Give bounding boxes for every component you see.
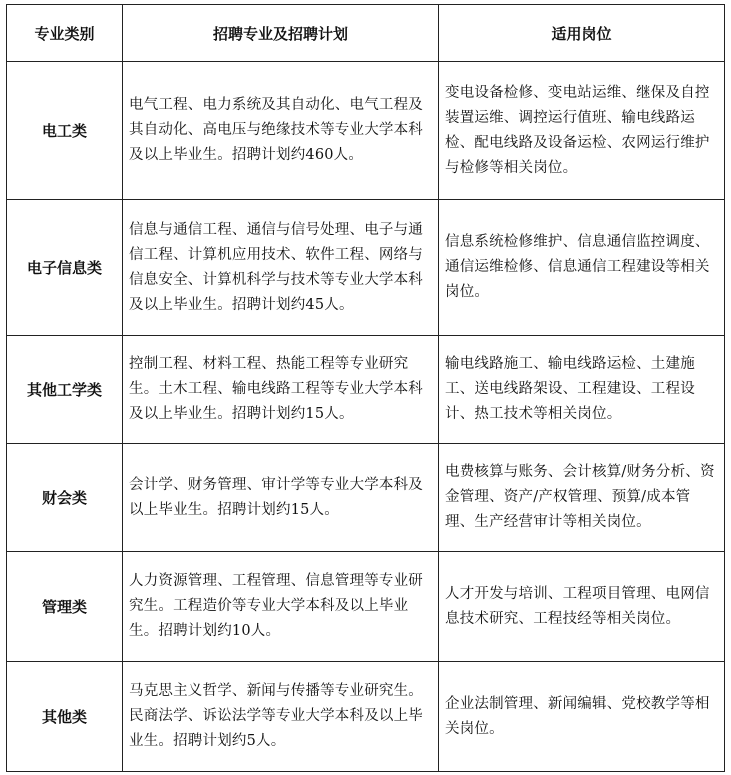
positions-cell: 变电设备检修、变电站运维、继保及自控装置运维、调控运行值班、输电线路运检、配电线路及设备运检、农网运行维护与检修等相关岗位。	[439, 62, 725, 200]
plan-cell: 控制工程、材料工程、热能工程等专业研究生。土木工程、输电线路工程等专业大学本科及以上毕业生。招聘计划约15人。	[123, 336, 439, 444]
table-row	[7, 662, 725, 772]
table-row	[7, 552, 725, 662]
category-cell: 财会类	[7, 444, 123, 552]
positions-cell: 电费核算与账务、会计核算/财务分析、资金管理、资产/产权管理、预算/成本管理、生产经营审计等相关岗位。	[439, 444, 725, 552]
header-positions: 适用岗位	[439, 5, 725, 62]
positions-cell: 输电线路施工、输电线路运检、土建施工、送电线路架设、工程建设、工程设计、热工技术等相关岗位。	[439, 336, 725, 444]
category-cell: 其他工学类	[7, 336, 123, 444]
plan-cell: 信息与通信工程、通信与信号处理、电子与通信工程、计算机应用技术、软件工程、网络与信息安全、计算机科学与技术等专业大学本科及以上毕业生。招聘计划约45人。	[123, 200, 439, 336]
plan-cell: 人力资源管理、工程管理、信息管理等专业研究生。工程造价等专业大学本科及以上毕业生。招聘计划约10人。	[123, 552, 439, 662]
category-cell: 电子信息类	[7, 200, 123, 336]
recruitment-table	[6, 4, 725, 772]
plan-cell: 马克思主义哲学、新闻与传播等专业研究生。民商法学、诉讼法学等专业大学本科及以上毕业生。招聘计划约5人。	[123, 662, 439, 772]
positions-cell: 企业法制管理、新闻编辑、党校教学等相关岗位。	[439, 662, 725, 772]
plan-cell: 电气工程、电力系统及其自动化、电气工程及其自动化、高电压与绝缘技术等专业大学本科及以上毕业生。招聘计划约460人。	[123, 62, 439, 200]
table-header-row	[7, 5, 725, 62]
category-cell: 其他类	[7, 662, 123, 772]
table-row	[7, 200, 725, 336]
category-cell: 管理类	[7, 552, 123, 662]
header-plan: 招聘专业及招聘计划	[123, 5, 439, 62]
plan-cell: 会计学、财务管理、审计学等专业大学本科及以上毕业生。招聘计划约15人。	[123, 444, 439, 552]
positions-cell: 信息系统检修维护、信息通信监控调度、通信运维检修、信息通信工程建设等相关岗位。	[439, 200, 725, 336]
header-category: 专业类别	[7, 5, 123, 62]
positions-cell: 人才开发与培训、工程项目管理、电网信息技术研究、工程技经等相关岗位。	[439, 552, 725, 662]
table-row	[7, 62, 725, 200]
category-cell: 电工类	[7, 62, 123, 200]
table-row	[7, 336, 725, 444]
table-row	[7, 444, 725, 552]
